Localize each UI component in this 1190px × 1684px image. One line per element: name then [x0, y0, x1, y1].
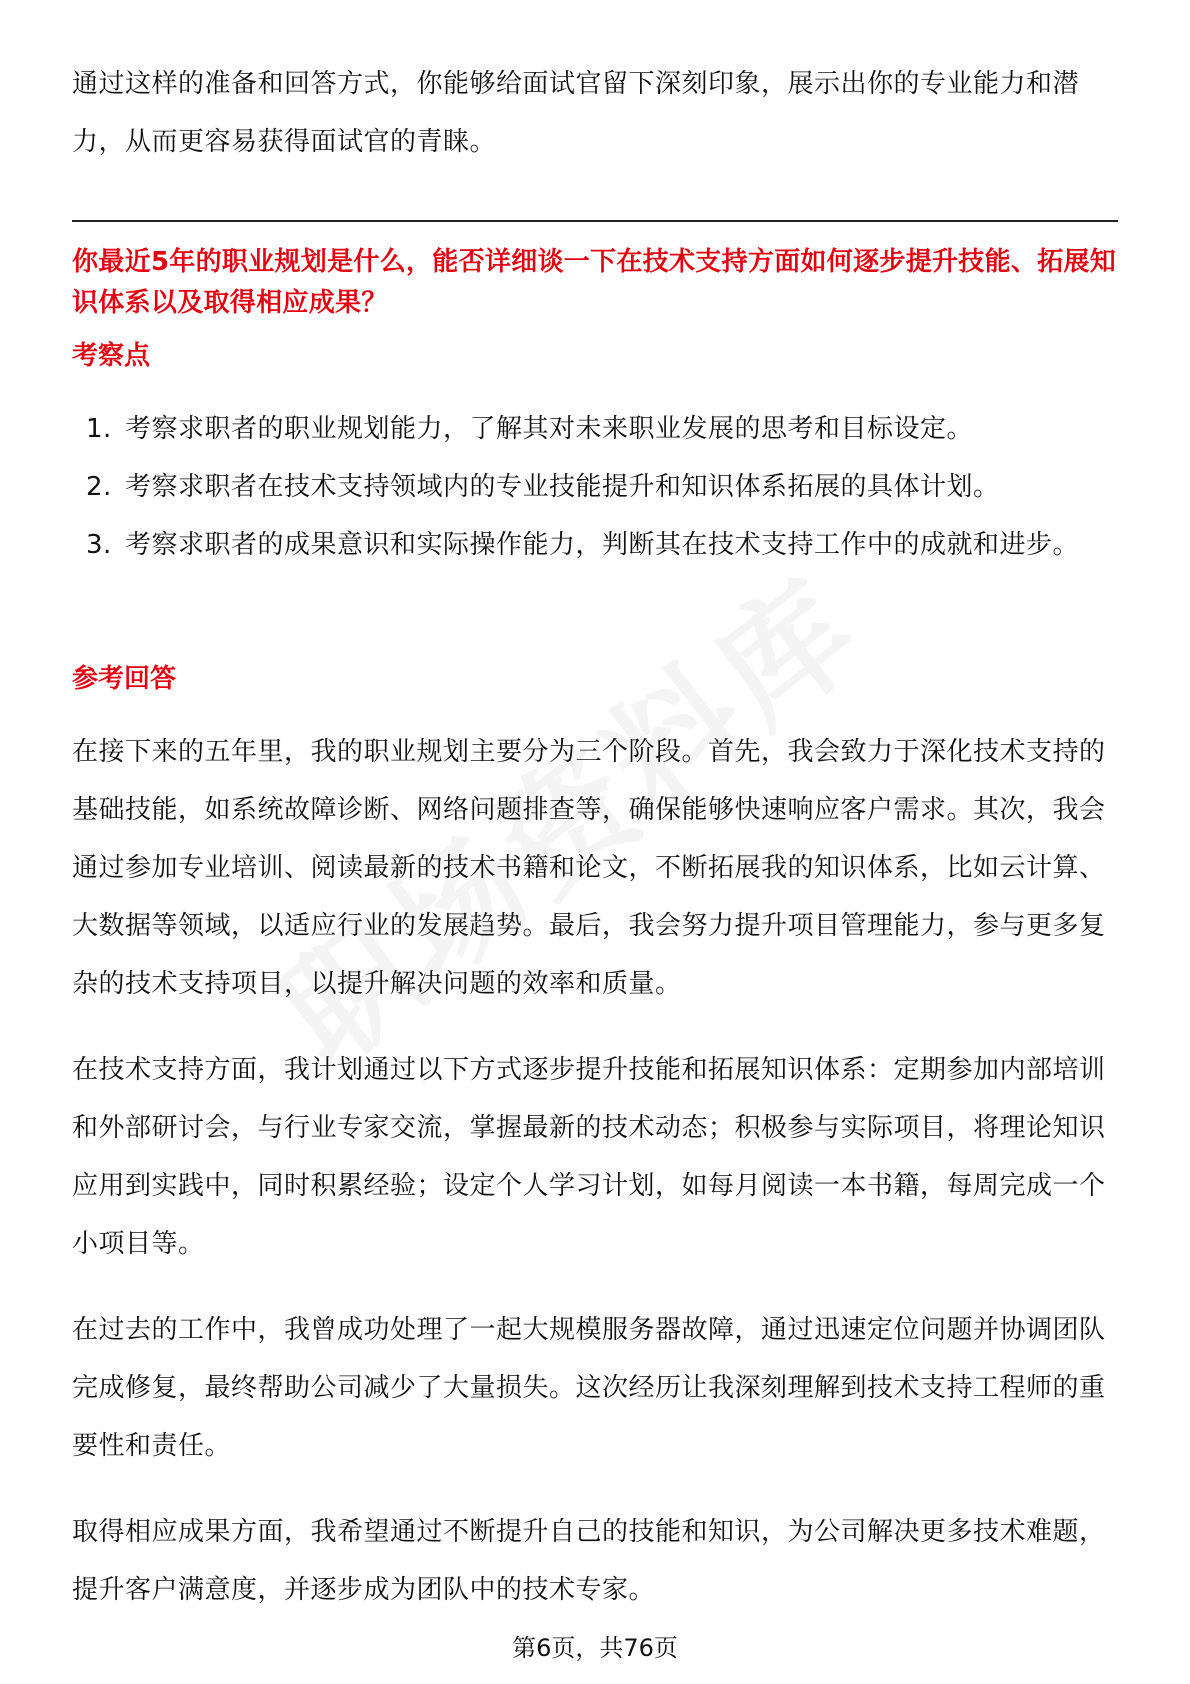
item-number: 3.	[86, 530, 112, 560]
reference-answer-body	[72, 723, 1118, 1647]
item-text: 考察求职者在技术支持领域内的专业技能提升和知识体系拓展的具体计划。	[125, 472, 1000, 502]
intro-paragraph: 通过这样的准备和回答方式，你能够给面试官留下深刻印象，展示出你的专业能力和潜力，从而更容易获得面试官的青睐。	[72, 69, 1080, 157]
answer-paragraph: 在过去的工作中，我曾成功处理了一起大规模服务器故障，通过迅速定位问题并协调团队完成修复，最终帮助公司减少了大量损失。这次经历让我深刻理解到技术支持工程师的重要性和责任。	[72, 1315, 1106, 1461]
examination-item	[72, 458, 1118, 516]
answer-paragraph: 在技术支持方面，我计划通过以下方式逐步提升技能和拓展知识体系：定期参加内部培训和外部研讨会，与行业专家交流，掌握最新的技术动态；积极参与实际项目，将理论知识应用到实践中，同时积累经验；设定个人学习计划，如每月阅读一本书籍，每周完成一个小项目等。	[72, 1055, 1106, 1259]
page-footer: 第6页，共76页	[512, 1634, 678, 1662]
section-divider	[72, 220, 1118, 222]
answer-paragraph: 取得相应成果方面，我希望通过不断提升自己的技能和知识，为公司解决更多技术难题，提升客户满意度，并逐步成为团队中的技术专家。	[72, 1517, 1106, 1605]
examination-list	[72, 400, 1118, 574]
question-heading: 你最近5年的职业规划是什么，能否详细谈一下在技术支持方面如何逐步提升技能、拓展知识体系以及取得相应成果？	[72, 247, 1117, 318]
examination-item	[72, 400, 1118, 458]
examination-item	[72, 516, 1118, 574]
item-number: 2.	[86, 472, 112, 502]
reference-answer-title: 参考回答	[72, 664, 177, 694]
answer-paragraph: 在接下来的五年里，我的职业规划主要分为三个阶段。首先，我会致力于深化技术支持的基础技能，如系统故障诊断、网络问题排查等，确保能够快速响应客户需求。其次，我会通过参加专业培训、阅读最新的技术书籍和论文，不断拓展我的知识体系，比如云计算、大数据等领域，以适应行业的发展趋势。最后，我会努力提升项目管理能力，参与更多复杂的技术支持项目，以提升解决问题的效率和质量。	[72, 737, 1106, 999]
item-text: 考察求职者的职业规划能力，了解其对未来职业发展的思考和目标设定。	[125, 414, 974, 444]
item-number: 1.	[86, 414, 112, 444]
item-text: 考察求职者的成果意识和实际操作能力，判断其在技术支持工作中的成就和进步。	[125, 530, 1080, 560]
examination-title: 考察点	[72, 341, 151, 371]
